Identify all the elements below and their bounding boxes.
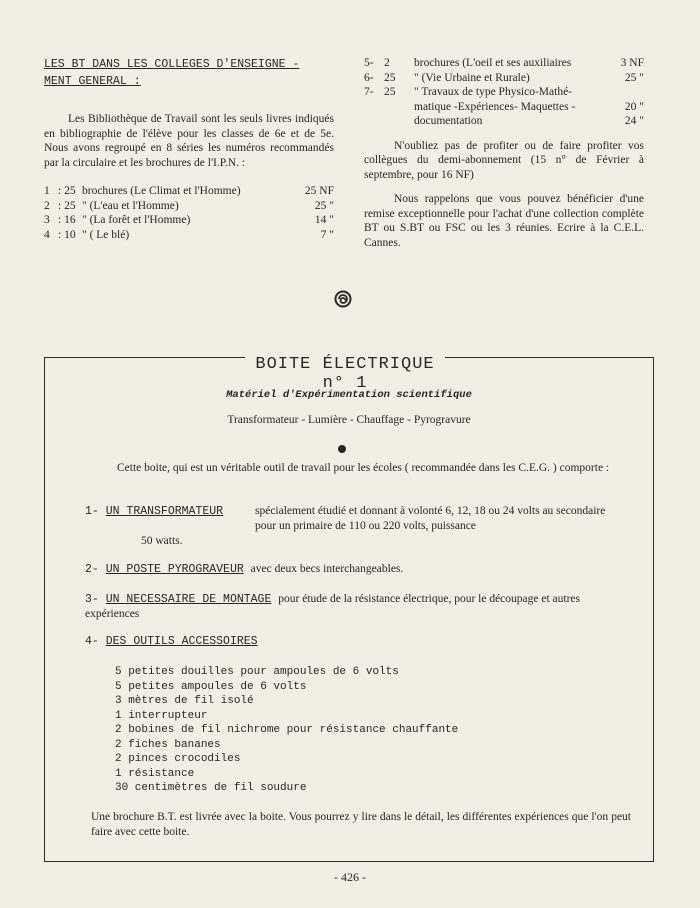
- series-price: 20 ": [624, 100, 644, 113]
- left-intro: [44, 112, 334, 170]
- item-number: 1-: [85, 505, 99, 518]
- series-count: 25: [384, 86, 396, 98]
- series-label: brochures (Le Climat et l'Homme): [82, 185, 241, 197]
- accessory-item: 1 interrupteur: [115, 709, 208, 722]
- series-row: [364, 56, 644, 71]
- series-number: 3: [44, 214, 50, 226]
- page-number: - 426 -: [334, 870, 366, 884]
- series-label: matique -Expériences- Maquettes -: [414, 100, 576, 113]
- series-row: [364, 85, 644, 100]
- item-number: 3-: [85, 593, 99, 606]
- series-count: : 10: [58, 228, 76, 241]
- item-heading: UN NECESSAIRE DE MONTAGE: [105, 593, 272, 606]
- series-number: 6-: [364, 71, 374, 84]
- right-column: [364, 56, 644, 250]
- left-column: [44, 56, 334, 242]
- electric-box-panel: [44, 357, 654, 862]
- series-row: [44, 228, 334, 243]
- box-outro: Une brochure B.T. est livrée avec la boite. Vous pourrez y lire dans le détail, les différentes expériences que l'on peut faire avec cette boite.: [91, 811, 631, 838]
- series-count: 25: [384, 71, 396, 84]
- series-label: " (Vie Urbaine et Rurale): [414, 71, 530, 84]
- bullet-icon: [338, 445, 346, 453]
- series-label: " (La forêt et l'Homme): [82, 214, 191, 226]
- series-row-continued: [364, 114, 644, 129]
- section-title-line-2: MENT GENERAL :: [44, 75, 141, 88]
- box-topics: Transformateur - Lumière - Chauffage - Pyrogravure: [227, 414, 471, 426]
- component-item: [85, 562, 625, 577]
- accessory-item: 30 centimètres de fil soudure: [115, 782, 307, 794]
- item-number: 4-: [85, 635, 99, 648]
- series-price: 25 ": [314, 199, 334, 212]
- box-title: BOITE ÉLECTRIQUE n° 1: [245, 355, 445, 393]
- series-label: " (L'eau et l'Homme): [82, 199, 179, 212]
- series-row: [364, 71, 644, 86]
- series-price: 3 NF: [620, 57, 644, 69]
- box-subtitle: Matériel d'Expérimentation scientifique: [226, 389, 472, 401]
- item-heading: DES OUTILS ACCESSOIRES: [105, 635, 258, 648]
- series-count: 2: [384, 57, 390, 69]
- left-intro-text: Les Bibliothèque de Travail sont les seuls livres indiqués en bibliographie de l'élève pour les classes de 6e et de 5e. Nous avons regroupé en 8 séries les numéros recommandés par la circulaire et les brochures de l'I.P.N. :: [44, 113, 334, 169]
- series-number: 2: [44, 199, 50, 212]
- component-item: [85, 504, 625, 547]
- series-label: brochures (L'oeil et ses auxiliaires: [414, 57, 572, 69]
- series-row-continued: [364, 100, 644, 115]
- item-heading: UN POSTE PYROGRAVEUR: [105, 563, 244, 576]
- section-title: [44, 56, 334, 90]
- accessory-item: 3 mètres de fil isolé: [115, 695, 254, 707]
- series-row: [44, 199, 334, 214]
- series-row: [44, 213, 334, 228]
- series-count: : 16: [58, 214, 76, 226]
- subscription-note: N'oubliez pas de profiter ou de faire profiter vos collègues du demi-abonnement (15 n° de Février à septembre, pour 16 NF): [364, 139, 644, 181]
- series-number: 1: [44, 185, 50, 197]
- section-title-line-1: LES BT DANS LES COLLEGES D'ENSEIGNE -: [44, 58, 300, 71]
- box-intro: Cette boite, qui est un véritable outil de travail pour les écoles ( recommandée dans les C.E.G. ) comporte :: [117, 462, 610, 474]
- item-description: spécialement étudié et donnant à volonté 6, 12, 18 ou 24 volts au secondaire pour un primaire de 110 ou 220 volts, puissance: [255, 505, 606, 532]
- component-item: [85, 634, 625, 649]
- component-item: [85, 592, 625, 622]
- accessories-list: [115, 665, 458, 796]
- series-price: 25 ": [624, 71, 644, 84]
- series-count: : 25: [58, 199, 76, 212]
- series-price: 7 ": [320, 228, 334, 241]
- series-number: 7-: [364, 86, 374, 98]
- series-number: 4: [44, 228, 50, 241]
- item-description-end: 50 watts.: [141, 535, 183, 547]
- series-row: [44, 184, 334, 199]
- series-price: 14 ": [314, 214, 334, 226]
- item-description: pour étude de la résistance électrique, pour le découpage et autres expériences: [85, 593, 581, 620]
- series-label: " Travaux de type Physico-Mathé-: [414, 86, 573, 98]
- item-description: avec deux becs interchangeables.: [250, 563, 404, 575]
- discount-note: Nous rappelons que vous pouvez bénéficier d'une remise exceptionnelle pour l'achat d'une collection complète BT ou S.BT ou FSC ou les 3 réunies. Ecrire à la C.E.L. Cannes.: [364, 193, 644, 249]
- accessory-item: 5 petites ampoules de 6 volts: [115, 680, 307, 693]
- spiral-icon: [334, 290, 352, 308]
- accessory-item: 2 pinces crocodiles: [115, 753, 241, 765]
- series-price: 24 ": [624, 115, 644, 127]
- item-heading: UN TRANSFORMATEUR: [105, 505, 224, 518]
- series-label: documentation: [414, 115, 483, 127]
- series-list: [44, 184, 334, 242]
- series-number: 5-: [364, 57, 374, 69]
- series-price: 25 NF: [304, 185, 334, 197]
- series-count: : 25: [58, 185, 76, 197]
- series-price: [614, 85, 644, 100]
- accessory-item: 2 fiches bananes: [115, 738, 221, 751]
- accessory-item: 5 petites douilles pour ampoules de 6 volts: [115, 666, 399, 678]
- series-label: " ( Le blé): [82, 228, 130, 241]
- accessory-item: 2 bobines de fil nichrome pour résistance chauffante: [115, 724, 459, 736]
- accessory-item: 1 résistance: [115, 767, 195, 780]
- item-number: 2-: [85, 563, 99, 576]
